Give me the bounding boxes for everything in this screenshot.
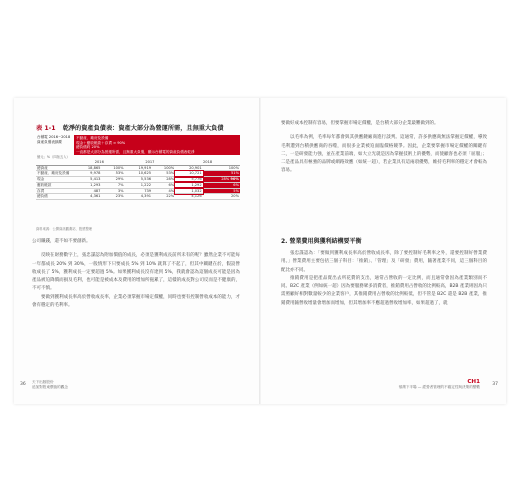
table-row: 總資產 18,865 100% 19,919 100% 20,901 100% — [37, 165, 239, 170]
table-row: 總負債 4,361 23% 4,391 22% 4,126 20% — [37, 194, 239, 199]
page-number-right: 37 — [492, 382, 498, 387]
ratio-badge: 90% — [230, 177, 239, 182]
book-spread — [14, 98, 506, 404]
right-body-text-top — [281, 120, 487, 176]
right-footer: CH1 預測下半場 — 經營者管理的不確定性與決策的變數 — [398, 379, 480, 389]
table-legend-row — [36, 135, 240, 155]
paragraph: 張忠謀認為：「要做到獲利成長率高於營收成長率，除了要控制好毛利率之外，還要控制好營業費用。」營業費用主要包括三個子科目：「推銷」、「管理」及「研發」費用，隨著產業不同，這三個科目的配比亦不同。 — [281, 251, 487, 273]
right-page — [261, 98, 506, 404]
left-page — [14, 98, 259, 404]
table-title: 乾淨的資產負債表：資產大部分為營運所需，且無重大負債 — [62, 125, 224, 132]
table-row: 應收帳款 1,293 7% 1,222 6% 1,292 6% — [37, 182, 239, 187]
table-row: 存貨 487 3% 739 4% 1,032 5% — [37, 188, 239, 193]
year-2018: 2018 — [175, 160, 240, 165]
page-number-left: 36 — [20, 382, 26, 387]
table-row: 不動產、廠房及設備 9,978 53% 10,625 53% 10,721 51% — [37, 171, 239, 176]
paragraph: 以毛率為例，毛率每年都會與其供應鏈廠商進行談判。這通常，許多供應商無法掌握定價權，導致毛利遭到台積供應商的吞噬，而很多企業被迫面臨價格競爭。因此，企業要掌握市場定價權的關鍵有二，一是研發能力強，並在產業前端，如大立光就是因為掌握技術上的優勢，而使顧客也必須「屈服」；二是產品具有極強的品牌或網路效應（如統一超），若企業具有這兩項優勢，維持毛利率的穩定才會較為容易。 — [281, 135, 487, 174]
chapter-marker: CH1 — [467, 379, 480, 385]
paragraph: 反映在財務數字上，張忠謀認為附加價值的成長，必須是獲利成長前所未有的呢？雖然企業不可能每一年都成長 20% 到 30%，一般情形下只要成長 5% 到 10% 就算了不起了，但其中關鍵在於，假設營收成長了 5%，獲利成長一定要超過 5%。如果獲利成長沒有達到 5%，我就會認為這個成長可能是因為產品被迫降價而損及毛利，也可能是被成本及費用的增加所拖累了，這樣的成長對公司反而是不健康的，不可不慎。 — [32, 253, 240, 292]
balance-sheet-table — [36, 135, 240, 200]
legend-cell — [74, 135, 240, 155]
right-body-text-bottom — [281, 250, 487, 308]
table-caption — [36, 123, 224, 132]
table-number: 表 1-1 — [36, 125, 56, 132]
table-row: 現金 5,413 29% 5,536 28% 5,776 28% 90% — [37, 177, 239, 182]
section-heading: 2. 營業費用與獲利結構要平衡 — [281, 238, 362, 245]
legend-header: 台積電 2016~2018 資產負債表摘要 — [37, 135, 71, 144]
year-2016: 2016 — [74, 160, 125, 165]
table-source: 資料來源：公開資訊觀測站、股感整理 — [36, 227, 93, 231]
paragraph: 要做到獲利成長率高於營收成長率，企業必須掌握市場定價權，同時也要有控制營收成本的能力，才會有穩定的毛利率。 — [32, 294, 240, 309]
year-2017: 2017 — [125, 160, 176, 165]
paragraph: 公司賺錢，還不如不要創新。 — [32, 239, 91, 244]
left-footer: 天下出版股份 追加對股東價值的觀念 — [32, 380, 68, 389]
legend-box: 不動產、廠房及設備 現金＋應收帳款＋存貨 ≈ 90% 總負債約 20% 一直都是大部分為營運所需，且無重大負債，顯示台積電的資產負債表乾淨 — [74, 135, 240, 155]
table-unit-row: 億元；%（四捨五入） — [37, 155, 70, 160]
left-body-text — [32, 238, 240, 310]
paragraph: 推銷費用是把產品賣出去所花費的支出，通常占營收的一定比例，而且通常會因為產業類別而不同。B2C 產業（例如統一超）因為要服務眾多消費者，推銷費用占營收的比例較高，B2B 產業則因為只需照顧好相對數量較少的企業客戶，其推銷費用占營收的比例較低，但不管是 B2C 還是 B2B 產業，推銷費用隨營收增量會增加而增加，但其增加率不應超過營收增加率，如果超過了，就 — [281, 275, 487, 306]
paragraph: 要做好成本控制有容易，但要掌握市場定價權，是台積大部分企業最難做到的。 — [281, 121, 439, 126]
